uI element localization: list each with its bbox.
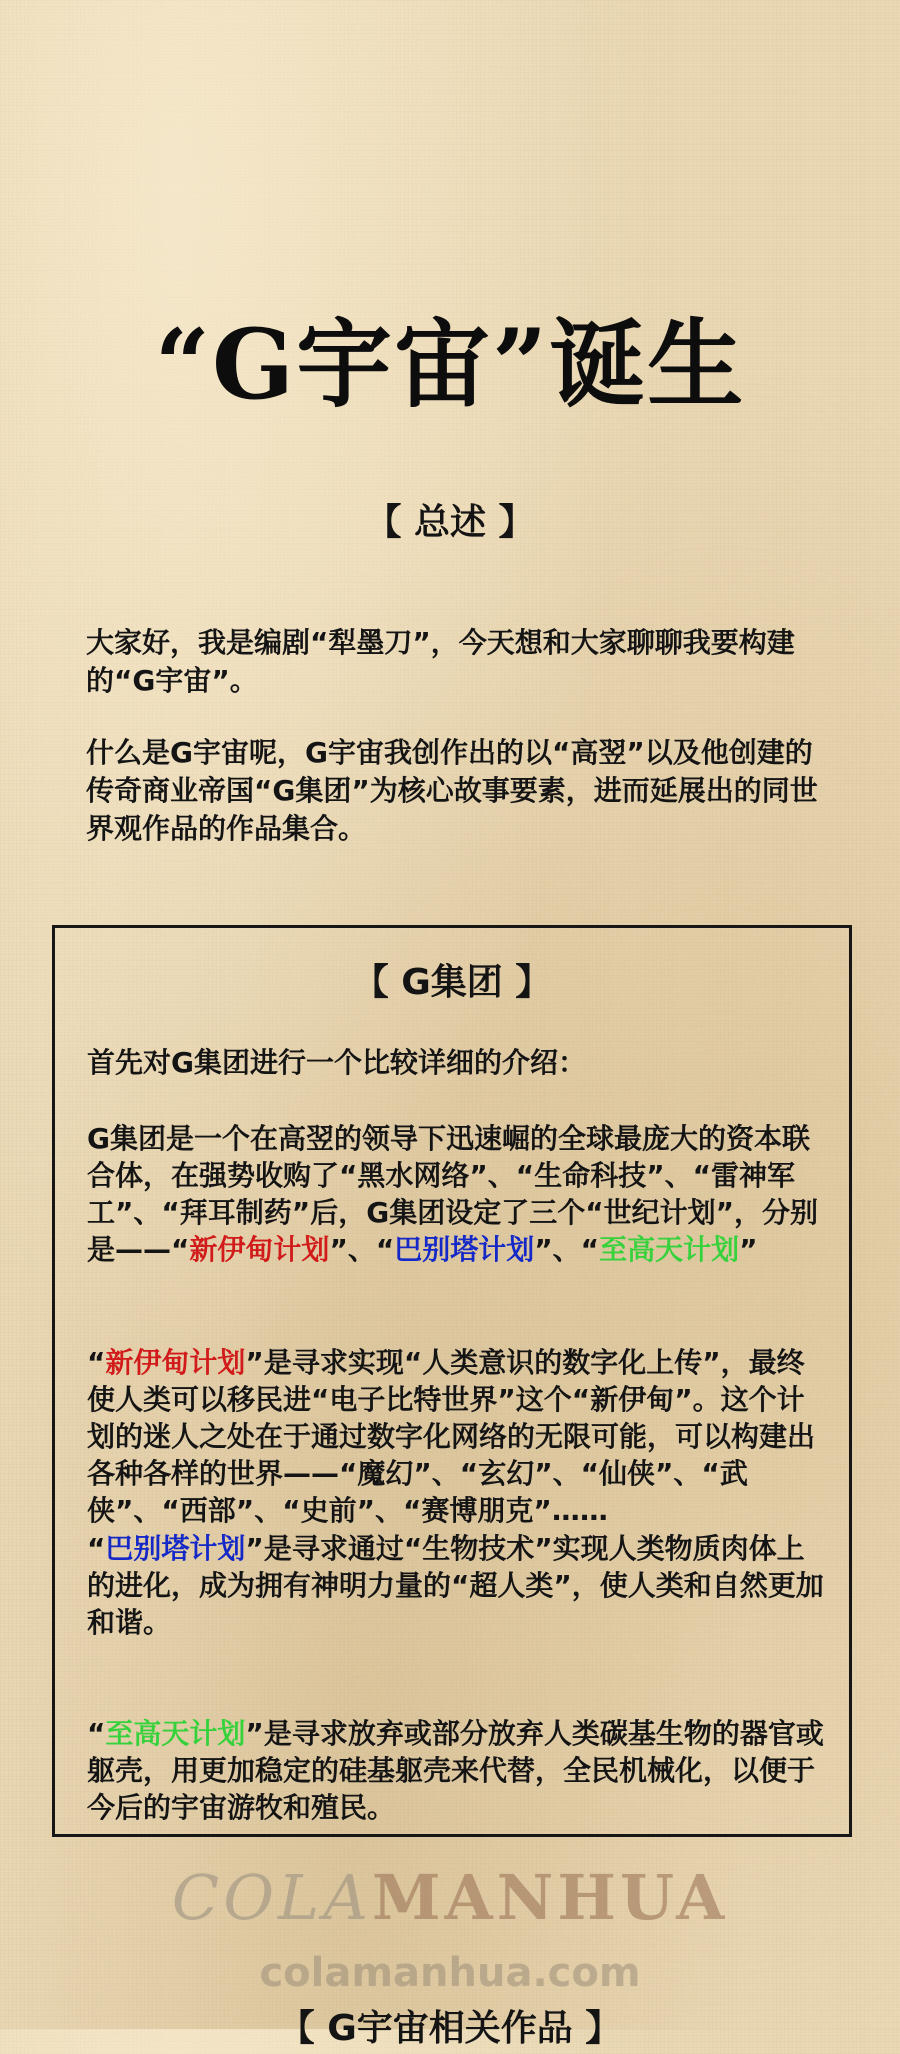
plan-3-label: 至高天计划 bbox=[105, 1717, 246, 1750]
plan-2-description: 是寻求通过“生物技术”实现人类物质肉体上的进化，成为拥有神明力量的“超人类”，使人类和自然更加和谐。 bbox=[87, 1532, 824, 1639]
overview-heading: 【 总述 】 bbox=[365, 502, 535, 543]
plan-1-label: 新伊甸计划 bbox=[105, 1346, 246, 1379]
watermark-logo-part-1: COLA bbox=[171, 1861, 372, 1934]
g-group-heading: 【 G集团 】 bbox=[352, 962, 552, 1003]
plan-3-name: 至高天计划 bbox=[599, 1233, 740, 1266]
overview-paragraph-1: 大家好，我是编剧“犁墨刀”，今天想和大家聊聊我要构建的“G宇宙”。 bbox=[86, 626, 795, 697]
plan-2-label: 巴别塔计划 bbox=[105, 1532, 246, 1565]
plan-3-paragraph: “至高天计划”是寻求放弃或部分放弃人类碳基生物的器官或躯壳，用更加稳定的硅基躯壳来代替，全民机械化，以便于今后的宇宙游牧和殖民。 bbox=[87, 1717, 824, 1824]
next-section-heading: 【 G宇宙相关作品 】 bbox=[278, 2008, 622, 2049]
plan-2-paragraph: “巴别塔计划”是寻求通过“生物技术”实现人类物质肉体上的进化，成为拥有神明力量的“超人类”，使人类和自然更加和谐。 bbox=[87, 1532, 824, 1639]
plan-1-name: 新伊甸计划 bbox=[189, 1233, 330, 1266]
g-group-box bbox=[52, 925, 852, 1837]
g-group-intro: 首先对G集团进行一个比较详细的介绍： bbox=[87, 1046, 586, 1079]
g-group-plans-paragraph: G集团是一个在高翌的领导下迅速崛的全球最庞大的资本联合体，在强势收购了“黑水网络”、“生命科技”、“雷神军工”、“拜耳制药”后，G集团设定了三个“世纪计划”，分别是——“新伊甸计划”、“巴别塔计划”、“至高天计划” bbox=[87, 1122, 818, 1266]
plan-3-description: 是寻求放弃或部分放弃人类碳基生物的器官或躯壳，用更加稳定的硅基躯壳来代替，全民机械化，以便于今后的宇宙游牧和殖民。 bbox=[87, 1717, 824, 1824]
watermark-logo-part-2: MANHUA bbox=[371, 1861, 729, 1934]
watermark-logo bbox=[0, 1858, 900, 1938]
plan-2-name: 巴别塔计划 bbox=[394, 1233, 535, 1266]
plan-1-description: 是寻求实现“人类意识的数字化上传”，最终使人类可以移民进“电子比特世界”这个“新伊甸”。这个计划的迷人之处在于通过数字化网络的无限可能，可以构建出各种各样的世界——“魔幻”、“玄幻”、“仙侠”、“武侠”、“西部”、“史前”、“赛博朋克”…… bbox=[87, 1346, 816, 1527]
page-title: “G宇宙”诞生 bbox=[154, 308, 746, 421]
plans-text: G集团是一个在高翌的领导下迅速崛的全球最庞大的资本联合体，在强势收购了“黑水网络”、“生命科技”、“雷神军工”、“拜耳制药”后，G集团设定了三个“世纪计划”，分别是—— bbox=[87, 1122, 818, 1266]
plan-1-paragraph: “新伊甸计划”是寻求实现“人类意识的数字化上传”，最终使人类可以移民进“电子比特世界”这个“新伊甸”。这个计划的迷人之处在于通过数字化网络的无限可能，可以构建出各种各样的世界——“魔幻”、“玄幻”、“仙侠”、“武侠”、“西部”、“史前”、“赛博朋克”…… bbox=[87, 1346, 816, 1527]
watermark-url: colamanhua.com bbox=[259, 1950, 641, 1996]
overview-paragraph-2: 什么是G宇宙呢，G宇宙我创作出的以“高翌”以及他创建的传奇商业帝国“G集团”为核心故事要素，进而延展出的同世界观作品的作品集合。 bbox=[86, 736, 818, 845]
